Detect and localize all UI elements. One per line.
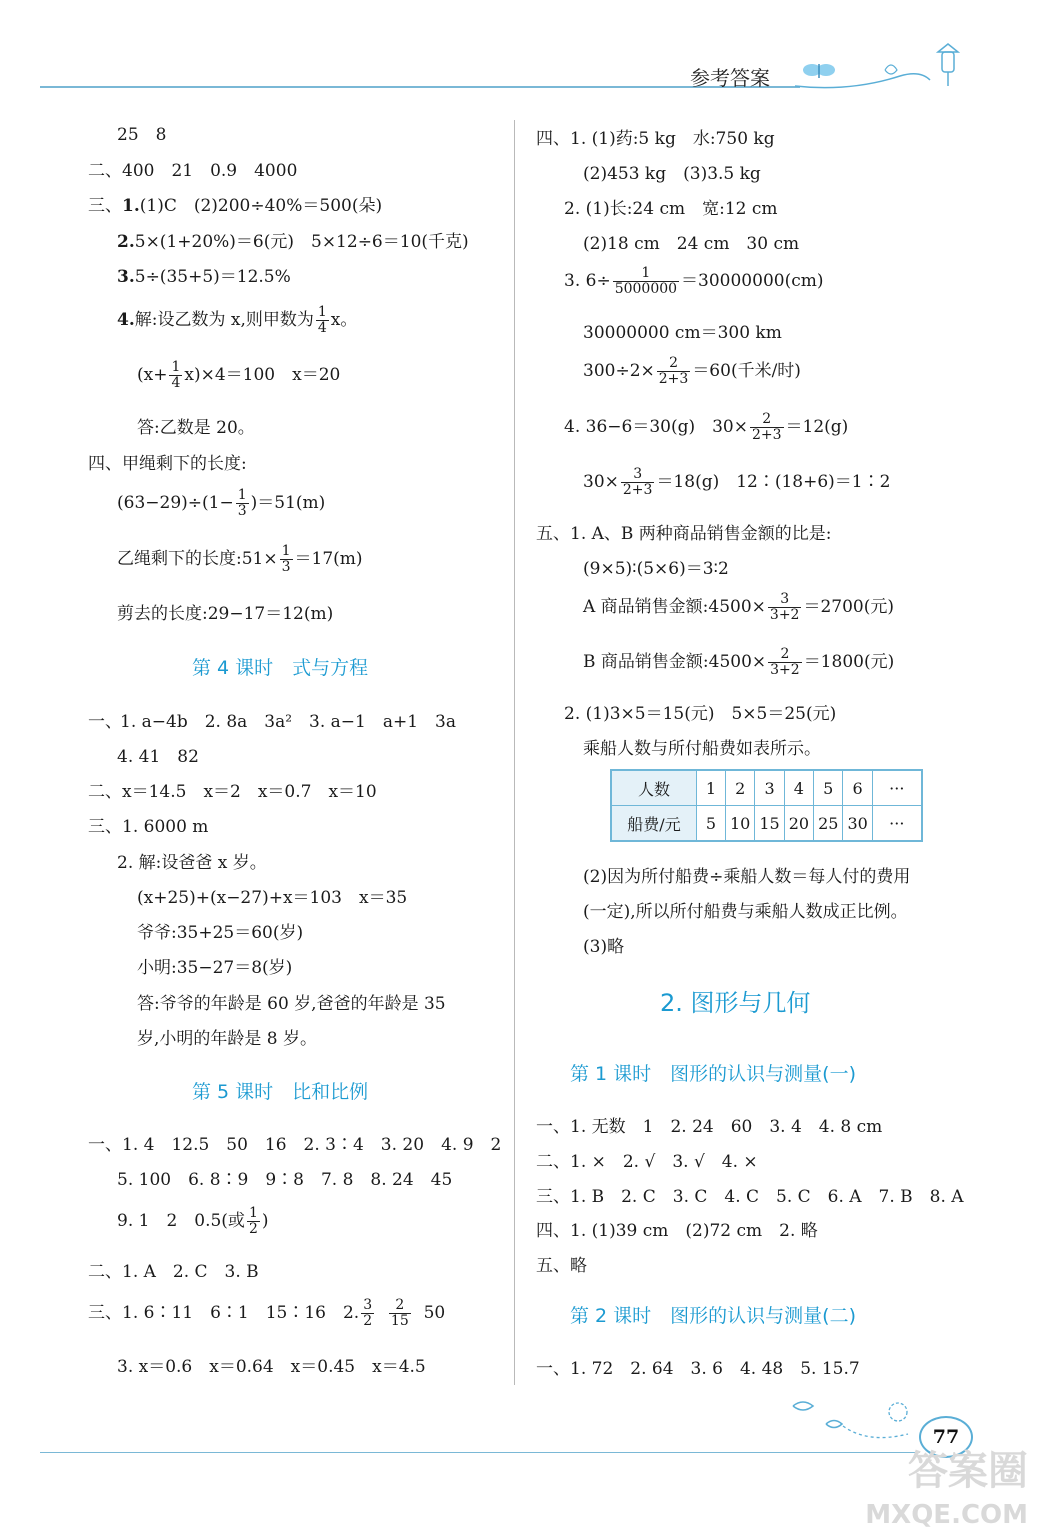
table-cell: 20 [784,806,813,842]
answer-line: (一定),所以所付船费与乘船人数成正比例。 [583,902,908,922]
answer-text: 50 [423,1303,446,1323]
answer-line: 爷爷:35+25＝60(岁) [137,923,304,943]
answer-line: 3. x＝0.6 x＝0.64 x＝0.45 x＝4.5 [117,1357,426,1377]
answer-text: 30× [583,472,619,492]
fraction-denominator: 4 [317,320,327,336]
column-divider [514,120,515,1385]
answer-line: 二、x＝14.5 x＝2 x＝0.7 x＝10 [88,782,377,802]
answer-line [564,412,848,443]
answer-line: 2. (1)长:24 cm 宽:12 cm [564,199,778,219]
fraction-numerator: 1 [248,1205,258,1221]
answer-line: (2)18 cm 24 cm 30 cm [583,234,800,254]
table-cell: 15 [755,806,784,842]
fraction [316,305,329,336]
answer-text: ) [261,1211,269,1231]
fraction-denominator: 2 [248,1221,258,1237]
answer-text: (1)C (2)200÷40%＝500(朵) [139,196,383,216]
table-cell: 30 [843,806,872,842]
lesson-heading: 第 5 课时 比和比例 [192,1081,369,1103]
fraction-numerator: 1 [281,543,291,559]
answer-line: 乘船人数与所付船费如表所示。 [583,739,821,759]
question-number: 2. [117,232,135,252]
fraction-numerator: 1 [317,304,327,320]
fraction [236,488,249,519]
table-cell: 25 [814,806,843,842]
answer-text: 5÷(35+5)＝12.5% [134,267,291,287]
lesson-heading: 第 4 课时 式与方程 [192,657,369,679]
fraction-denominator: 3+2 [770,662,800,678]
fraction [768,592,802,623]
answer-text: ＝17(m) [294,549,363,569]
fraction-denominator: 5000000 [614,281,678,297]
fraction-denominator: 3+2 [769,607,800,623]
answer-line: 2. 解:设爸爸 x 岁。 [117,853,267,873]
answer-line: (2)453 kg (3)3.5 kg [583,164,761,184]
answer-line: (9×5)∶(5×6)＝3∶2 [583,559,729,579]
fraction-numerator: 3 [363,1297,373,1313]
answer-text: (x+ [137,365,168,385]
table-cell: 5 [697,806,726,842]
answer-line: 4. 41 82 [117,747,199,767]
answer-line [583,356,801,387]
butterfly-lamp-decoration-icon [790,40,970,100]
answer-text: (63−29)÷(1− [117,493,234,513]
answer-line: 二、400 21 0.9 4000 [88,161,298,181]
answer-line: 1. a−4b 2. 8a 3a² 3. a−1 a+1 3a [120,712,457,732]
answer-line: 5. 100 6. 8∶9 9∶8 7. 8 8. 24 45 [117,1170,453,1190]
answer-line: 答:爷爷的年龄是 60 岁,爸爸的年龄是 35 [137,994,446,1014]
lesson-heading: 第 2 课时 图形的认识与测量(二) [570,1305,856,1327]
section-marker: 三、 [88,196,122,216]
bird-decoration-icon [788,1394,918,1454]
table-row [611,770,922,806]
answer-text: )＝51(m) [250,493,326,513]
table-cell: 10 [726,806,755,842]
answer-line: 岁,小明的年龄是 8 岁。 [137,1029,318,1049]
lesson-heading: 第 1 课时 图形的认识与测量(一) [570,1063,856,1085]
watermark-logo: 答案圈 [908,1448,1028,1494]
answer-line: 三、1. B 2. C 3. C 4. C 5. C 6. A 7. B 8. A [536,1187,964,1207]
fraction [280,544,293,575]
fraction-denominator: 4 [171,375,181,391]
answer-line: 剪去的长度:29−17＝12(m) [117,604,334,624]
answer-text: 乙绳剩下的长度:51× [117,549,278,569]
answer-text: 3. 6÷ [564,271,611,291]
fraction-numerator: 3 [633,466,643,482]
fraction [657,356,691,387]
answer-text: x)×4＝100 x＝20 [184,365,341,385]
boat-fare-table [610,769,923,842]
fraction-denominator: 2 [363,1313,373,1329]
fraction-denominator: 3 [237,503,247,519]
answer-line: 25 8 [117,125,167,145]
answer-text: ＝60(千米/时) [692,361,801,381]
answer-line: 二、1. × 2. √ 3. √ 4. × [536,1152,758,1172]
fraction-denominator: 2+3 [751,427,782,443]
answer-line: 三、1. 6000 m [88,817,209,837]
fraction-numerator: 1 [237,487,247,503]
answer-line: 一、1. 无数 1 2. 24 60 3. 4 4. 8 cm [536,1117,883,1137]
answer-line [88,191,382,216]
answer-line: 二、1. A 2. C 3. B [88,1262,259,1282]
answer-line: (2)因为所付船费÷乘船人数＝每人付的费用 [583,867,911,887]
answer-line: 小明:35−27＝8(岁) [137,958,293,978]
table-cell: 3 [755,770,784,806]
header-title: 参考答案 [690,66,770,90]
watermark-url: MXQE.COM [865,1500,1028,1530]
answer-text: x。 [330,310,358,330]
table-cell: 2 [726,770,755,806]
answer-line: 四、1. (1)39 cm (2)72 cm 2. 略 [536,1221,818,1241]
fraction [247,1206,260,1237]
fraction [389,1298,411,1329]
answer-line [564,266,823,297]
answer-line [137,360,340,391]
answer-text: B 商品销售金额:4500× [583,652,767,672]
answer-line: 四、甲绳剩下的长度: [88,454,247,474]
table-header-cell: 人数 [611,770,697,806]
fraction-numerator: 1 [641,265,651,281]
fraction-numerator: 2 [780,646,790,662]
answer-line: 五、略 [536,1256,587,1276]
answer-line [583,592,894,623]
table-cell: ··· [872,806,922,842]
fraction [621,467,655,498]
answer-line: (3)略 [583,937,625,957]
answer-text: ＝1800(元) [803,652,895,672]
fraction-denominator: 15 [390,1313,409,1329]
answer-text: 4. 36−6＝30(g) 30× [564,417,748,437]
answer-text: 9. 1 2 0.5(或 [117,1211,245,1231]
fraction [613,266,679,297]
answer-line: 一、 [88,712,122,732]
answer-line: 30000000 cm＝300 km [583,323,782,343]
table-header-cell: 船费/元 [611,806,697,842]
fraction [750,412,784,443]
answer-text: ＝12(g) [785,417,849,437]
header-rule [40,86,800,88]
answer-line [117,544,363,575]
answer-line [583,647,894,678]
answer-line: (x+25)+(x−27)+x＝103 x＝35 [137,888,408,908]
table-cell: 5 [814,770,843,806]
question-number: 4. [117,310,135,330]
table-cell: ··· [872,770,922,806]
answer-line [117,262,291,287]
table-cell: 4 [784,770,813,806]
answer-text: ＝18(g) 12∶(18+6)＝1∶2 [656,472,891,492]
chapter-heading: 2. 图形与几何 [660,989,811,1017]
answer-text: 5×(1+20%)＝6(元) 5×12÷6＝10(千克) [134,232,469,252]
fraction-numerator: 1 [171,359,181,375]
answer-line [88,1298,445,1329]
answer-line: 2. (1)3×5＝15(元) 5×5＝25(元) [564,704,837,724]
answer-line [117,227,469,252]
answer-line [117,488,325,519]
fraction-numerator: 2 [762,411,772,427]
fraction [768,647,802,678]
answer-line [583,467,890,498]
page-number: 77 [919,1416,973,1458]
answer-text: A 商品销售金额:4500× [583,597,766,617]
answer-text: 三、1. 6∶11 6∶1 15∶16 2. [88,1303,360,1323]
fraction-numerator: 2 [395,1297,405,1313]
answer-line [117,1206,269,1237]
answer-text: ＝30000000(cm) [681,271,824,291]
fraction-numerator: 3 [780,591,790,607]
fraction-denominator: 2+3 [658,371,689,387]
table-cell: 6 [843,770,872,806]
fraction [361,1298,374,1329]
question-number: 1. [122,196,140,216]
answer-line: 一、1. 72 2. 64 3. 6 4. 48 5. 15.7 [536,1359,860,1379]
answer-line: 一、1. 4 12.5 50 16 2. 3∶4 3. 20 4. 9 2 [88,1135,502,1155]
fraction-denominator: 3 [281,559,291,575]
answer-text: 解:设乙数为 x,则甲数为 [134,310,314,330]
answer-line: 答:乙数是 20。 [137,418,255,438]
answer-line: 五、1. A、B 两种商品销售金额的比是: [536,524,832,544]
fraction-denominator: 2+3 [622,482,653,498]
answer-line [117,305,357,336]
fraction-numerator: 2 [669,355,678,371]
fraction [169,360,182,391]
table-cell: 1 [697,770,726,806]
answer-text: ＝2700(元) [803,597,894,617]
answer-line: 四、1. (1)药:5 kg 水:750 kg [536,129,775,149]
question-number: 3. [117,267,135,287]
table-row [611,806,922,842]
answer-text: 300÷2× [583,361,655,381]
